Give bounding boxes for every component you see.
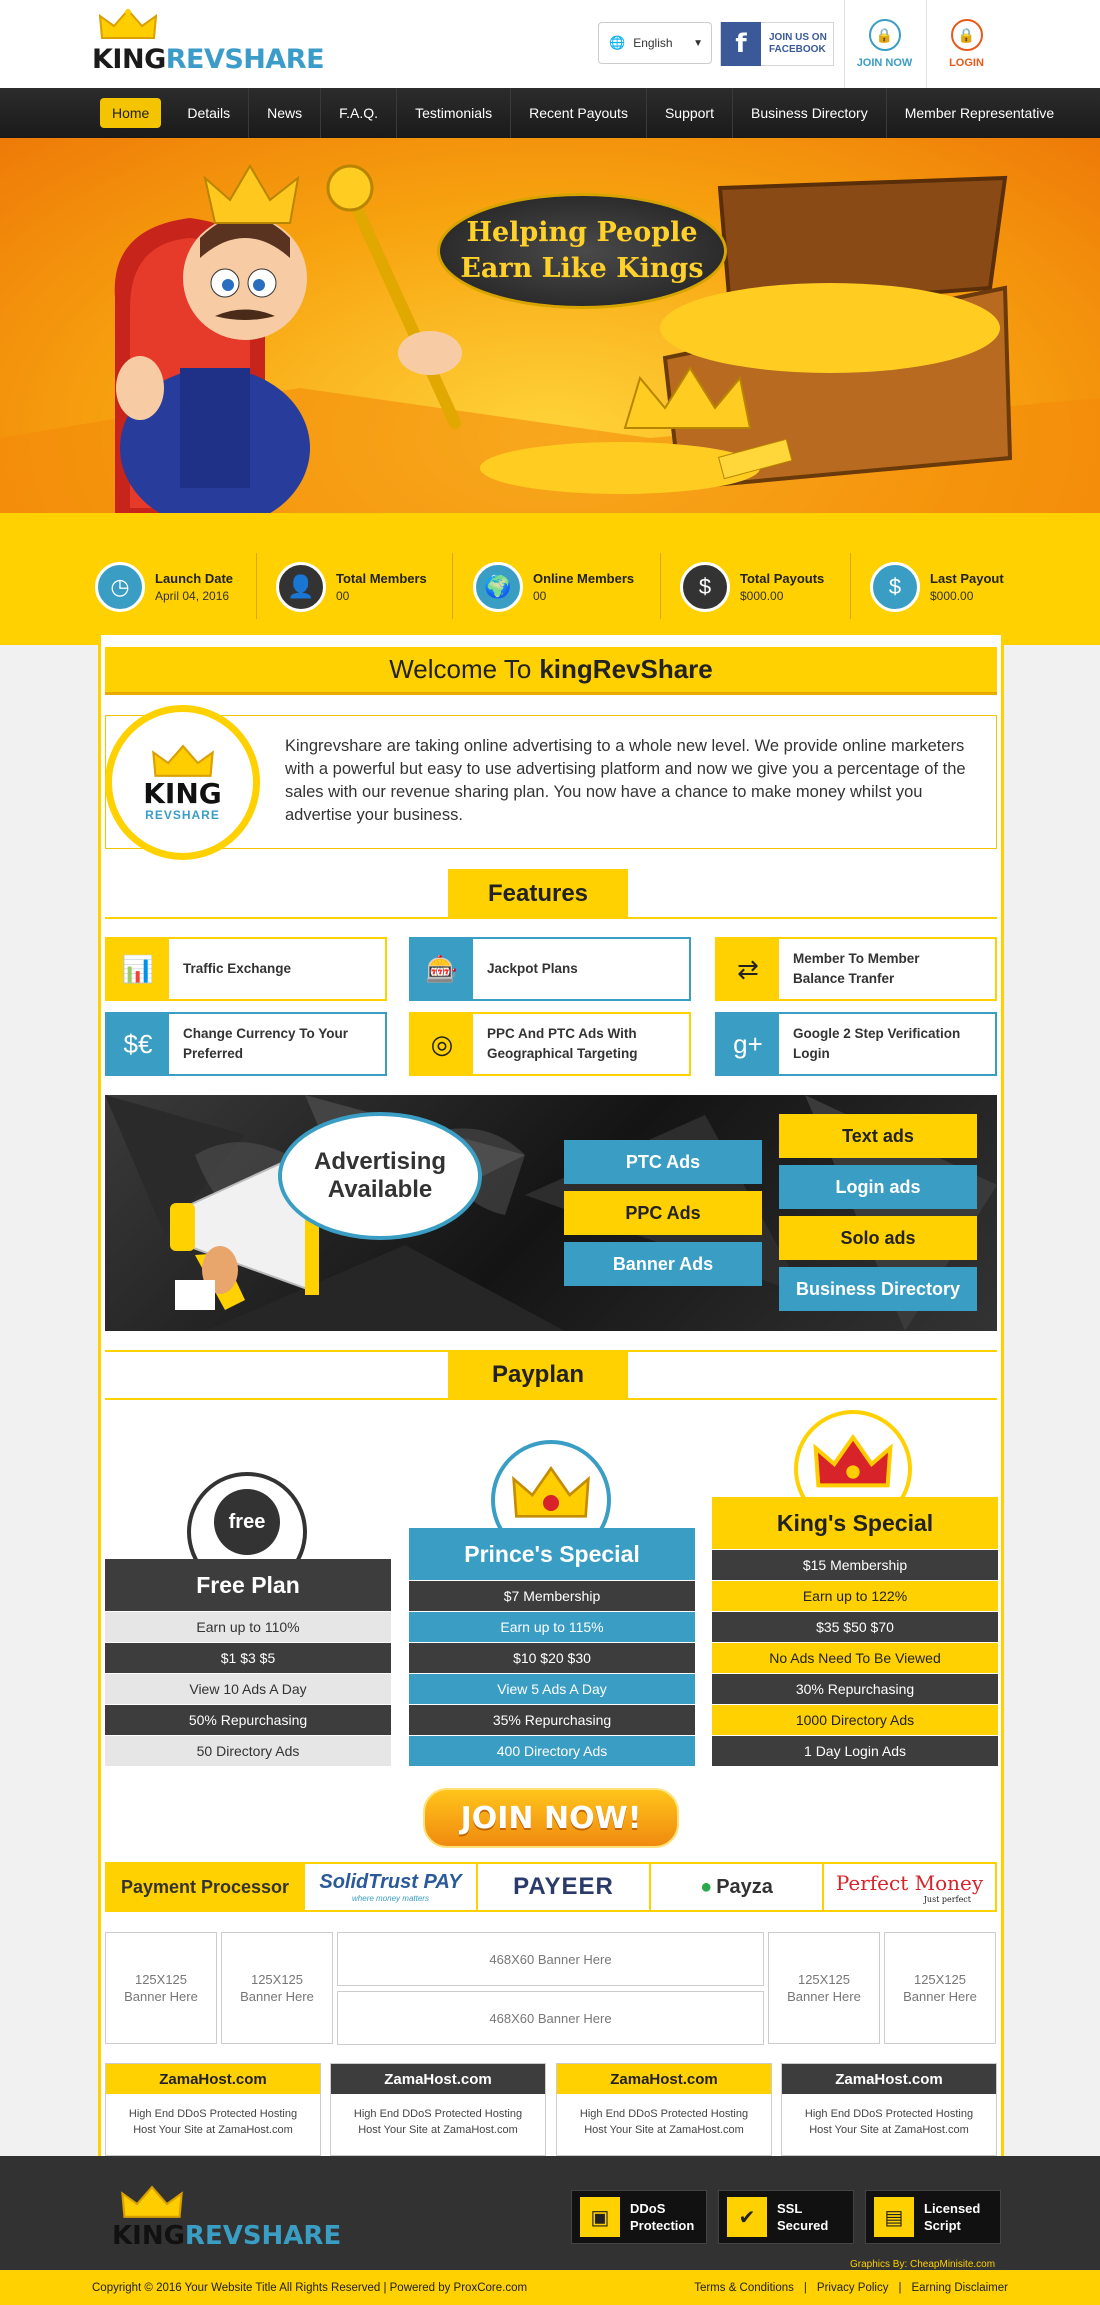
feature-balance-transfer: [715, 937, 997, 1001]
banner-125-slot[interactable]: [884, 1932, 996, 2044]
intro-logo-subtext: REVSHARE: [145, 807, 220, 822]
welcome-heading: [105, 647, 997, 695]
crown-icon: [120, 2185, 184, 2221]
badge-line1: Licensed: [924, 2201, 981, 2216]
crown-icon: [98, 8, 158, 42]
certificate-icon: ▤: [874, 2197, 914, 2237]
plan-row: $1 $3 $5: [105, 1642, 391, 1673]
host-ad[interactable]: [105, 2063, 321, 2156]
shield-icon: ✔: [727, 2197, 767, 2237]
feature-traffic-exchange: [105, 937, 387, 1001]
banner-125-slot[interactable]: [105, 1932, 217, 2044]
transfer-icon: ⇄: [717, 939, 779, 999]
language-select[interactable]: [598, 22, 712, 64]
nav-member-representative[interactable]: Member Representative: [904, 105, 1055, 121]
plan-row: Earn up to 110%: [105, 1611, 391, 1642]
host-title: ZamaHost.com: [331, 2064, 545, 2094]
plan-king: [712, 1497, 998, 1766]
stat-separator: [452, 553, 453, 619]
google-plus-icon: g+: [717, 1014, 779, 1074]
logo-text-revshare: REVSHARE: [165, 44, 325, 75]
facebook-join-link[interactable]: [720, 22, 834, 66]
banner-468-slot[interactable]: [337, 1932, 764, 1986]
site-logo[interactable]: [92, 8, 325, 78]
footer-bar: [0, 2270, 1100, 2305]
logo-text-king: KING: [92, 44, 166, 75]
host-description: High End DDoS Protected Hosting Host Your Site at ZamaHost.com: [128, 2108, 298, 2136]
payeer-logo: PAYEER: [476, 1864, 649, 1910]
banner-468-slot[interactable]: [337, 1991, 764, 2045]
facebook-text: [761, 32, 827, 56]
host-title: ZamaHost.com: [782, 2064, 996, 2094]
stat-last-payout: [870, 555, 1004, 619]
footer-link-separator: |: [898, 2281, 902, 2294]
privacy-link[interactable]: Privacy Policy: [816, 2281, 889, 2294]
host-description: High End DDoS Protected Hosting Host Your Site at ZamaHost.com: [579, 2108, 749, 2136]
nav-testimonials[interactable]: Testimonials: [397, 88, 511, 138]
banner-125-label: 125X125 Banner Here: [240, 1972, 314, 2004]
lock-icon: 🔒: [869, 19, 901, 51]
feature-label: Traffic Exchange: [183, 961, 292, 976]
welcome-prefix: Welcome To: [389, 654, 532, 684]
host-ad[interactable]: [330, 2063, 546, 2156]
logo-text: [92, 44, 324, 75]
stat-separator: [256, 553, 257, 619]
stat-total-payouts: [680, 555, 824, 619]
footer-logo-revshare: REVSHARE: [184, 2221, 342, 2251]
solo-ads-button[interactable]: Solo ads: [779, 1216, 977, 1260]
licensed-script-badge: [865, 2190, 1001, 2244]
language-label: English: [633, 36, 673, 50]
ptc-ads-button[interactable]: PTC Ads: [564, 1140, 762, 1184]
money-icon: $: [680, 562, 730, 612]
advertising-speech-bubble: Advertising Available: [278, 1112, 482, 1240]
payment-processors: [105, 1862, 997, 1912]
ssl-secured-badge: [718, 2190, 854, 2244]
free-badge-icon: free: [214, 1489, 280, 1555]
currency-icon: $€: [107, 1014, 169, 1074]
host-ad[interactable]: [781, 2063, 997, 2156]
host-ad[interactable]: [556, 2063, 772, 2156]
login-ads-button[interactable]: Login ads: [779, 1165, 977, 1209]
earning-disclaimer-link[interactable]: Earning Disclaimer: [911, 2281, 1008, 2294]
plan-free: [105, 1559, 391, 1766]
banner-468-label: 468X60 Banner Here: [489, 1951, 612, 1967]
join-now-button[interactable]: JOIN NOW!: [423, 1788, 679, 1848]
perfect-money-tagline: Just perfect: [923, 1894, 971, 1904]
join-now-link[interactable]: [844, 0, 924, 88]
host-title: ZamaHost.com: [557, 2064, 771, 2094]
text-ads-button[interactable]: Text ads: [779, 1114, 977, 1158]
host-description: High End DDoS Protected Hosting Host Your Site at ZamaHost.com: [804, 2108, 974, 2136]
user-icon: 👤: [276, 562, 326, 612]
hero-tagline-line2: Earn Like Kings: [460, 253, 704, 284]
stat-value: 00: [336, 589, 350, 603]
payza-text: Payza: [716, 1875, 773, 1898]
join-now-label: JOIN NOW: [856, 57, 913, 69]
plan-row: 1 Day Login Ads: [712, 1735, 998, 1766]
footer-logo-king: KING: [112, 2221, 185, 2251]
stat-value: 00: [533, 589, 547, 603]
features-title: Features: [448, 869, 628, 919]
feature-2step-verification: [715, 1012, 997, 1076]
globe-icon: 🌍: [473, 562, 523, 612]
banner-125-label: 125X125 Banner Here: [124, 1972, 198, 2004]
plan-row: 400 Directory Ads: [409, 1735, 695, 1766]
hero-tagline-line1: Helping People: [466, 217, 698, 248]
plan-row: $35 $50 $70: [712, 1611, 998, 1642]
nav-support[interactable]: Support: [647, 88, 733, 138]
stat-label: Total Payouts: [740, 571, 825, 586]
plan-row: 35% Repurchasing: [409, 1704, 695, 1735]
crown-icon: [813, 1433, 893, 1495]
nav-recent-payouts[interactable]: Recent Payouts: [511, 88, 647, 138]
stat-launch-date: [95, 555, 233, 619]
facebook-icon: f: [721, 22, 761, 66]
ddos-protection-badge: [571, 2190, 707, 2244]
solidtrust-pay-text: SolidTrust PAY: [319, 1871, 462, 1893]
payplan-title: Payplan: [448, 1350, 628, 1400]
feature-label: Member To Member Balance Tranfer: [793, 951, 920, 986]
plan-row: 1000 Directory Ads: [712, 1704, 998, 1735]
feature-jackpot-plans: [409, 937, 691, 1001]
payza-logo: [649, 1864, 822, 1910]
intro-text: Kingrevshare are taking online advertising to a whole new level. We provide online marketers with a powerful but easy to use advertising platform and now we give you a percentage of the sales with our revenue sharing plan. You now have a chance to make money whilst you advertise your business.: [285, 737, 966, 824]
ppc-ads-button[interactable]: PPC Ads: [564, 1191, 762, 1235]
crown-icon: [511, 1465, 591, 1525]
chart-icon: 📊: [107, 939, 169, 999]
coins-icon: $: [870, 562, 920, 612]
plan-row: View 10 Ads A Day: [105, 1673, 391, 1704]
plan-name: Prince's Special: [409, 1528, 695, 1580]
stat-online-members: [473, 555, 634, 619]
plan-prince: [409, 1528, 695, 1766]
banner-125-label: 125X125 Banner Here: [787, 1972, 861, 2004]
terms-link[interactable]: Terms & Conditions: [694, 2281, 794, 2294]
footer-logo-text: [112, 2221, 341, 2251]
nav-faq[interactable]: F.A.Q.: [321, 88, 397, 138]
welcome-site-name: kingRevShare: [539, 654, 713, 684]
crown-icon: [148, 744, 218, 780]
feature-label: Google 2 Step Verification Login: [793, 1026, 961, 1061]
stat-label: Launch Date: [155, 571, 234, 586]
nav-business-directory[interactable]: Business Directory: [733, 88, 887, 138]
chevron-down-icon: ▼: [693, 37, 703, 49]
stat-value: $000.00: [930, 589, 974, 603]
footer-link-separator: |: [803, 2281, 807, 2294]
clock-icon: ◷: [95, 562, 145, 612]
nav-home[interactable]: Home: [100, 98, 161, 128]
stat-separator: [660, 553, 661, 619]
nav-news[interactable]: News: [249, 88, 321, 138]
lock-icon: 🔒: [951, 19, 983, 51]
plan-row: $10 $20 $30: [409, 1642, 695, 1673]
solidtrust-tagline: where money matters: [352, 1894, 429, 1903]
plan-name: Free Plan: [105, 1559, 391, 1611]
intro-logo-text: KING: [143, 776, 222, 810]
stat-total-members: [276, 555, 427, 619]
perfect-money-text: Perfect Money: [835, 1870, 984, 1895]
monitor-icon: ▣: [580, 2197, 620, 2237]
plan-row: Earn up to 122%: [712, 1580, 998, 1611]
plan-row: 50 Directory Ads: [105, 1735, 391, 1766]
banner-ads-button[interactable]: Banner Ads: [564, 1242, 762, 1286]
stat-separator: [850, 553, 851, 619]
main-nav: [0, 88, 1100, 138]
intro-logo: [105, 705, 260, 860]
feature-label: Change Currency To Your Preferred: [183, 1026, 349, 1061]
payment-label: Payment Processor: [107, 1864, 303, 1910]
feature-label: Jackpot Plans: [487, 961, 578, 976]
feature-geo-targeting: [409, 1012, 691, 1076]
banner-125-slot[interactable]: [221, 1932, 333, 2044]
host-description: High End DDoS Protected Hosting Host Your Site at ZamaHost.com: [353, 2108, 523, 2136]
globe-icon: 🌐: [609, 35, 626, 50]
solidtrust-pay-logo: [303, 1864, 476, 1910]
facebook-line1: JOIN US ON: [769, 32, 827, 43]
badge-line2: Protection: [630, 2218, 695, 2233]
plan-row: $15 Membership: [712, 1549, 998, 1580]
stat-value: April 04, 2016: [155, 589, 230, 603]
badge-line1: SSL: [777, 2201, 803, 2216]
login-label: LOGIN: [949, 57, 984, 69]
feature-change-currency: [105, 1012, 387, 1076]
banner-125-slot[interactable]: [768, 1932, 880, 2044]
banner-468-label: 468X60 Banner Here: [489, 2010, 612, 2026]
footer-logo[interactable]: [100, 2185, 342, 2255]
stat-label: Total Members: [336, 571, 427, 586]
stat-value: $000.00: [740, 589, 784, 603]
target-icon: ◎: [411, 1014, 473, 1074]
login-link[interactable]: [926, 0, 1006, 88]
hero-tagline: [437, 193, 727, 309]
feature-label: PPC And PTC Ads With Geographical Targeting: [487, 1026, 638, 1061]
plan-name: King's Special: [712, 1497, 998, 1549]
plan-row: 50% Repurchasing: [105, 1704, 391, 1735]
badge-line2: Script: [924, 2218, 961, 2233]
host-title: ZamaHost.com: [106, 2064, 320, 2094]
perfect-money-logo: [822, 1864, 995, 1910]
facebook-line2: FACEBOOK: [769, 44, 826, 55]
plan-row: 30% Repurchasing: [712, 1673, 998, 1704]
badge-line2: Secured: [777, 2218, 829, 2233]
plan-row: $7 Membership: [409, 1580, 695, 1611]
business-directory-button[interactable]: Business Directory: [779, 1267, 977, 1311]
banner-125-label: 125X125 Banner Here: [903, 1972, 977, 2004]
plan-row: View 5 Ads A Day: [409, 1673, 695, 1704]
stat-label: Last Payout: [930, 571, 1004, 586]
plan-row: Earn up to 115%: [409, 1611, 695, 1642]
hero-banner: [0, 138, 1100, 513]
copyright-text: Copyright © 2016 Your Website Title All Rights Reserved | Powered by ProxCore.com: [92, 2281, 528, 2294]
badge-line1: DDoS: [630, 2201, 666, 2216]
nav-details[interactable]: Details: [169, 88, 249, 138]
graphics-credit[interactable]: Graphics By: CheapMinisite.com: [850, 2259, 996, 2270]
payza-icon: ●: [700, 1875, 713, 1898]
plan-row: No Ads Need To Be Viewed: [712, 1642, 998, 1673]
slot-icon: 🎰: [411, 939, 473, 999]
stat-label: Online Members: [533, 571, 635, 586]
